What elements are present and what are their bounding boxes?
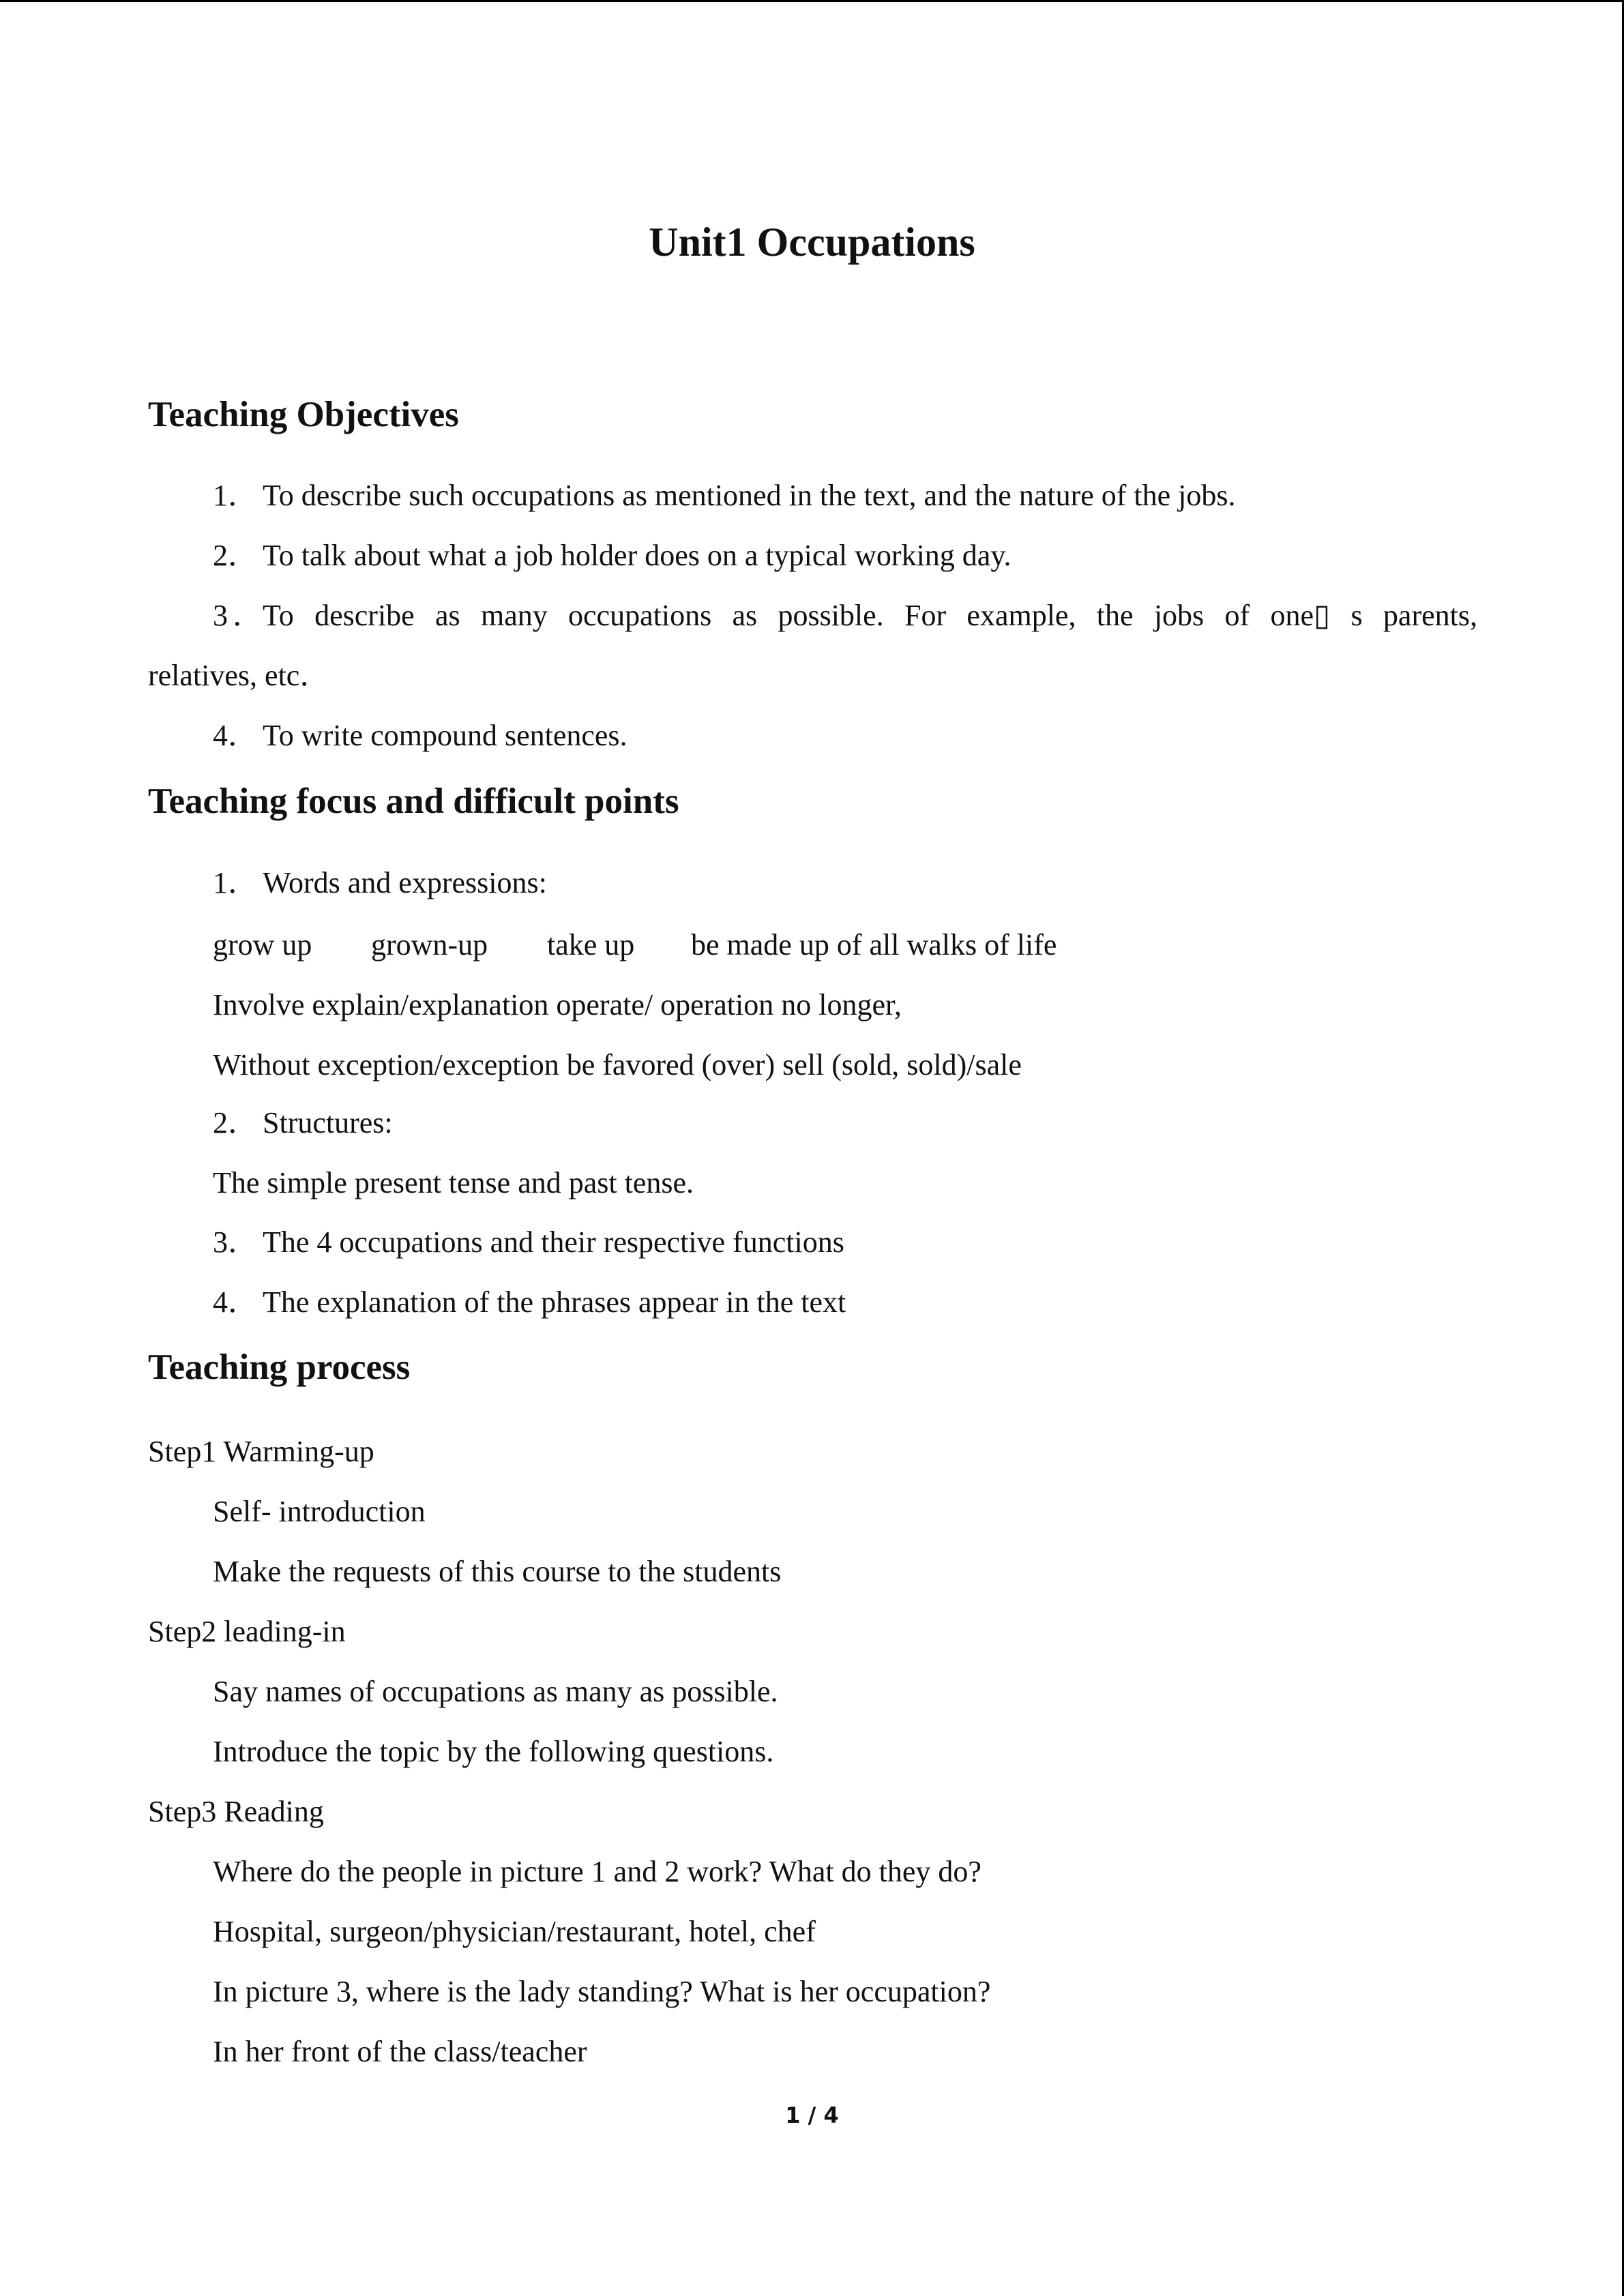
step3-label: Step3 Reading	[148, 1795, 324, 1828]
step3-line-2: Hospital, surgeon/physician/restaurant, hotel, chef	[213, 1915, 816, 1948]
step1-line-2: Make the requests of this course to the students	[213, 1555, 782, 1588]
focus-line-involve: Involve explain/explanation operate/ operation no longer,	[213, 988, 902, 1022]
focus-text-1: Words and expressions:	[263, 866, 547, 899]
focus-number-1: 1．	[213, 866, 258, 899]
objective-number-4: 4．	[213, 719, 258, 752]
focus-item-1	[213, 863, 547, 904]
step3-line-3: In picture 3, where is the lady standing? What is her occupation?	[213, 1975, 991, 2008]
focus-structures-text: The simple present tense and past tense.	[213, 1166, 694, 1199]
objective-item-1	[213, 475, 1236, 516]
step1-label: Step1 Warming-up	[148, 1435, 374, 1468]
objective-number-2: 2．	[213, 539, 258, 572]
objective-text-4: To write compound sentences.	[263, 719, 628, 752]
words-row	[213, 925, 1057, 966]
document-title: Unit1 Occupations	[649, 220, 975, 265]
objective-item-4	[213, 715, 628, 756]
objective-text-2: To talk about what a job holder does on a typical working day.	[263, 539, 1012, 572]
objective-item-3	[213, 595, 1477, 636]
focus-number-3: 3．	[213, 1225, 258, 1259]
process-heading: Teaching process	[148, 1347, 411, 1387]
objective-text-3: To describe as many occupations as possible. For example, the jobs of one▯ s parents,	[263, 599, 1477, 632]
step1-line-1: Self- introduction	[213, 1495, 426, 1528]
word-grow-up: grow up	[213, 928, 312, 961]
objective-item-3-continuation: relatives, etc．	[148, 659, 330, 692]
focus-item-4	[213, 1282, 846, 1323]
focus-line-without: Without exception/exception be favored (over) sell (sold, sold)/sale	[213, 1048, 1022, 1082]
focus-number-4: 4．	[213, 1285, 258, 1319]
objective-number-3: 3．	[213, 599, 263, 632]
focus-text-4: The explanation of the phrases appear in the text	[263, 1285, 846, 1319]
step2-label: Step2 leading-in	[148, 1615, 346, 1648]
page-indicator: 1 / 4	[785, 2102, 839, 2128]
word-grown-up: grown-up	[371, 928, 488, 961]
step3-line-1: Where do the people in picture 1 and 2 work? What do they do?	[213, 1855, 981, 1888]
focus-number-2: 2．	[213, 1106, 258, 1139]
step3-line-4: In her front of the class/teacher	[213, 2035, 587, 2068]
focus-item-3	[213, 1222, 844, 1263]
objective-number-1: 1．	[213, 479, 258, 512]
focus-heading: Teaching focus and difficult points	[148, 781, 679, 821]
focus-text-3: The 4 occupations and their respective functions	[263, 1225, 844, 1259]
objective-item-2	[213, 535, 1011, 576]
focus-text-2: Structures:	[263, 1106, 393, 1139]
page-border-top	[0, 0, 1624, 2]
step2-line-1: Say names of occupations as many as possible.	[213, 1675, 778, 1708]
objectives-heading: Teaching Objectives	[148, 395, 459, 434]
step2-line-2: Introduce the topic by the following questions.	[213, 1735, 774, 1768]
focus-item-2	[213, 1103, 393, 1144]
objective-text-1: To describe such occupations as mentioned in the text, and the nature of the jobs.	[263, 479, 1236, 512]
word-take-up: take up	[547, 928, 635, 961]
word-made-up: be made up of all walks of life	[691, 928, 1057, 961]
